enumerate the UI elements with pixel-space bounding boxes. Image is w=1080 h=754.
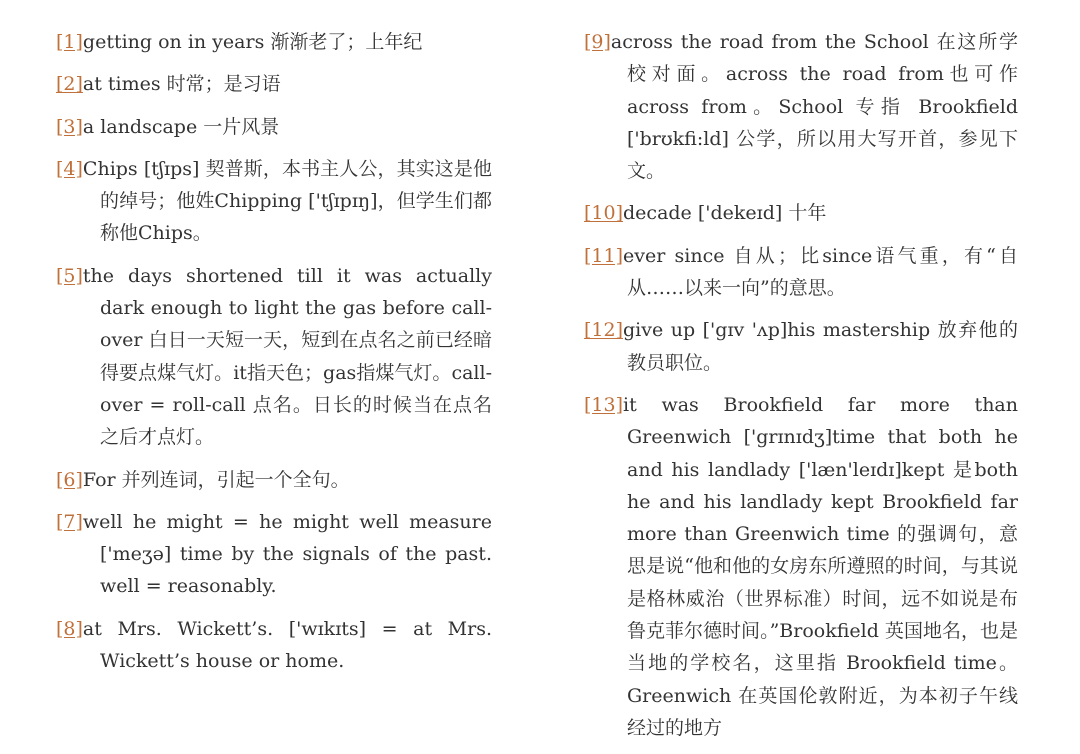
footnote-text-7: well he might = he might well measure ['meʒə] time by the signals of the past. well = reasonably. [82, 510, 492, 598]
right-column [584, 26, 1018, 754]
footnote-text-3: a landscape 一片风景 [82, 115, 280, 138]
footnote-13 [584, 389, 1018, 744]
footnote-ref-12[interactable]: [12] [584, 319, 624, 342]
footnote-10 [584, 197, 1018, 229]
footnote-text-10: decade ['dekeɪd] 十年 [623, 202, 827, 225]
footnote-text-13: it was Brookfield far more than Greenwich ['grɪnɪdʒ]time that both he and his landlady ['læn'leɪdɪ]kept 是both he and his landlady kept Brookfield far more than Greenwich time 的强调句，意思是说“他和他的女房东所遵照的时间，与其说是格林威治（世界标准）时间，远不如说是布鲁克菲尔德时间。”Brookfield 英国地名，也是当地的学校名，这里指 Brookfield time。Greenwich 在英国伦敦附近，为本初子午线经过的地方 [623, 393, 1018, 739]
footnote-ref-8[interactable]: [8] [56, 617, 83, 640]
footnote-2 [56, 68, 492, 100]
footnote-ref-11[interactable]: [11] [584, 244, 624, 267]
footnote-text-4: Chips [tʃɪps] 契普斯，本书主人公，其实这是他的绰号；他姓Chipping ['tʃɪpɪŋ]，但学生们都称他Chips。 [82, 157, 492, 245]
footnote-text-8: at Mrs. Wickett’s. ['wɪkɪts] = at Mrs. Wickett’s house or home. [82, 617, 492, 673]
footnote-7 [56, 506, 492, 603]
footnote-text-5: the days shortened till it was actually dark enough to light the gas before call-over 白日一天短一天，短到在点名之前已经暗得要点煤气灯。it指天色；gas指煤气灯。call-over = roll-call 点名。日长的时候当在点名之后才点灯。 [82, 264, 492, 449]
footnote-ref-13[interactable]: [13] [584, 393, 624, 416]
footnote-9 [584, 26, 1018, 187]
footnote-11 [584, 240, 1018, 305]
footnote-ref-7[interactable]: [7] [56, 510, 83, 533]
footnote-ref-6[interactable]: [6] [56, 468, 83, 491]
footnote-text-9: across the road from the School 在这所学校对面。across the road from也可作across from。School 专指 Brookfield ['brʊkfi:ld] 公学，所以用大写开首，参见下文。 [610, 31, 1018, 183]
footnote-text-12: give up ['gɪv 'ʌp]his mastership 放弃他的教员职位。 [623, 319, 1018, 374]
footnote-4 [56, 153, 492, 250]
footnote-ref-4[interactable]: [4] [56, 157, 83, 180]
footnote-ref-10[interactable]: [10] [584, 202, 624, 225]
footnote-text-2: at times 时常；是习语 [82, 73, 281, 96]
footnote-ref-9[interactable]: [9] [584, 31, 611, 53]
footnote-ref-1[interactable]: [1] [56, 31, 83, 53]
footnote-text-1: getting on in years 渐渐老了；上年纪 [82, 31, 423, 53]
left-column [56, 26, 492, 687]
footnote-8 [56, 613, 492, 678]
footnote-text-6: For 并列连词，引起一个全句。 [82, 468, 350, 491]
footnote-5 [56, 260, 492, 454]
footnote-12 [584, 314, 1018, 379]
footnote-1 [56, 26, 492, 58]
footnote-6 [56, 464, 492, 496]
footnote-3 [56, 111, 492, 143]
footnote-ref-3[interactable]: [3] [56, 115, 83, 138]
footnote-ref-2[interactable]: [2] [56, 73, 83, 96]
footnote-text-11: ever since 自从；比since语气重，有“自从……以来一向”的意思。 [623, 244, 1018, 300]
footnote-ref-5[interactable]: [5] [56, 264, 83, 287]
